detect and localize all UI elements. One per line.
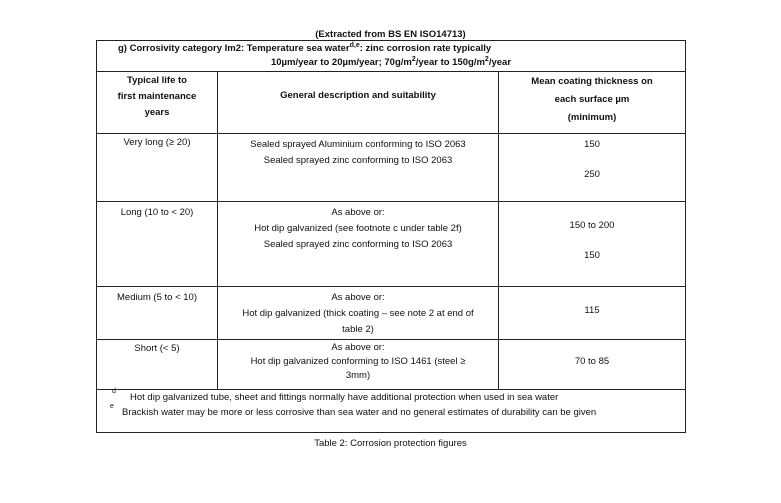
category-sup: d,e — [349, 42, 360, 49]
row-very-long-desc: Sealed sprayed Aluminium conforming to ISO 2063 Sealed sprayed zinc conforming to ISO 2063 — [250, 139, 466, 166]
row3-divider — [96, 339, 686, 340]
category-rest: : zinc corrosion rate typically — [359, 43, 492, 55]
header-divider — [96, 71, 686, 72]
row-long-desc: As above or: Hot dip galvanized (see footnote c under table 2f) Sealed sprayed zinc conforming to ISO 2063 — [254, 207, 462, 250]
category-prefix: g) Corrosivity category Im2: Temperature sea water — [118, 43, 350, 55]
category-sup-1: 2 — [411, 56, 416, 63]
header-typical-life: Typical life to first maintenance years — [117, 75, 197, 118]
row-medium-desc: As above or: Hot dip galvanized (thick coating – see note 2 at end of table 2) — [242, 292, 474, 335]
source-note: (Extracted from BS EN ISO14713) — [315, 29, 466, 40]
category-rate-a: 10µm/year to 20µm/year; 70g/m — [270, 57, 412, 69]
header-thickness: Mean coating thickness on each surface µm (minimum) — [531, 76, 653, 123]
row-short-desc: As above or: Hot dip galvanized conforming to ISO 1461 (steel ≥ 3mm) — [250, 342, 466, 381]
row-medium-thick: 115 — [584, 305, 600, 316]
subheader-divider — [96, 133, 686, 134]
row-short-thick: 70 to 85 — [574, 356, 610, 367]
row-long-thick-2: 150 — [584, 250, 600, 261]
header-description: General description and suitability — [280, 90, 436, 101]
category-sup-2: 2 — [484, 56, 489, 63]
footnote-d-mark: d — [112, 388, 116, 395]
row1-divider — [96, 201, 686, 202]
row-medium-life: Medium (5 to < 10) — [117, 292, 197, 303]
category-rate-c: /year — [488, 57, 512, 69]
category-rate-b: /year to 150g/m — [415, 57, 485, 69]
row-short-life: Short (< 5) — [134, 343, 180, 354]
footnote-e-mark: e — [110, 403, 114, 410]
footnote-e-text: Brackish water may be more or less corrosive than sea water and no general estimates of durability can be given — [122, 407, 597, 418]
table-border-top — [96, 40, 686, 41]
row-long-thick-1: 150 to 200 — [569, 220, 615, 231]
category-line-2 — [96, 56, 686, 68]
row2-divider — [96, 286, 686, 287]
row-very-long-thick-2: 250 — [584, 169, 600, 180]
table-border-right — [685, 40, 686, 433]
footnote-d-text: Hot dip galvanized tube, sheet and fittings normally have additional protection when used in sea water — [130, 392, 559, 403]
category-line-1 — [118, 42, 491, 54]
row-very-long-thick-1: 150 — [584, 139, 600, 150]
table-caption: Table 2: Corrosion protection figures — [314, 438, 467, 449]
row4-divider — [96, 389, 686, 390]
row-long-life: Long (10 to < 20) — [120, 207, 194, 218]
row-very-long-life: Very long (≥ 20) — [123, 137, 191, 148]
table-border-bottom — [96, 432, 686, 433]
